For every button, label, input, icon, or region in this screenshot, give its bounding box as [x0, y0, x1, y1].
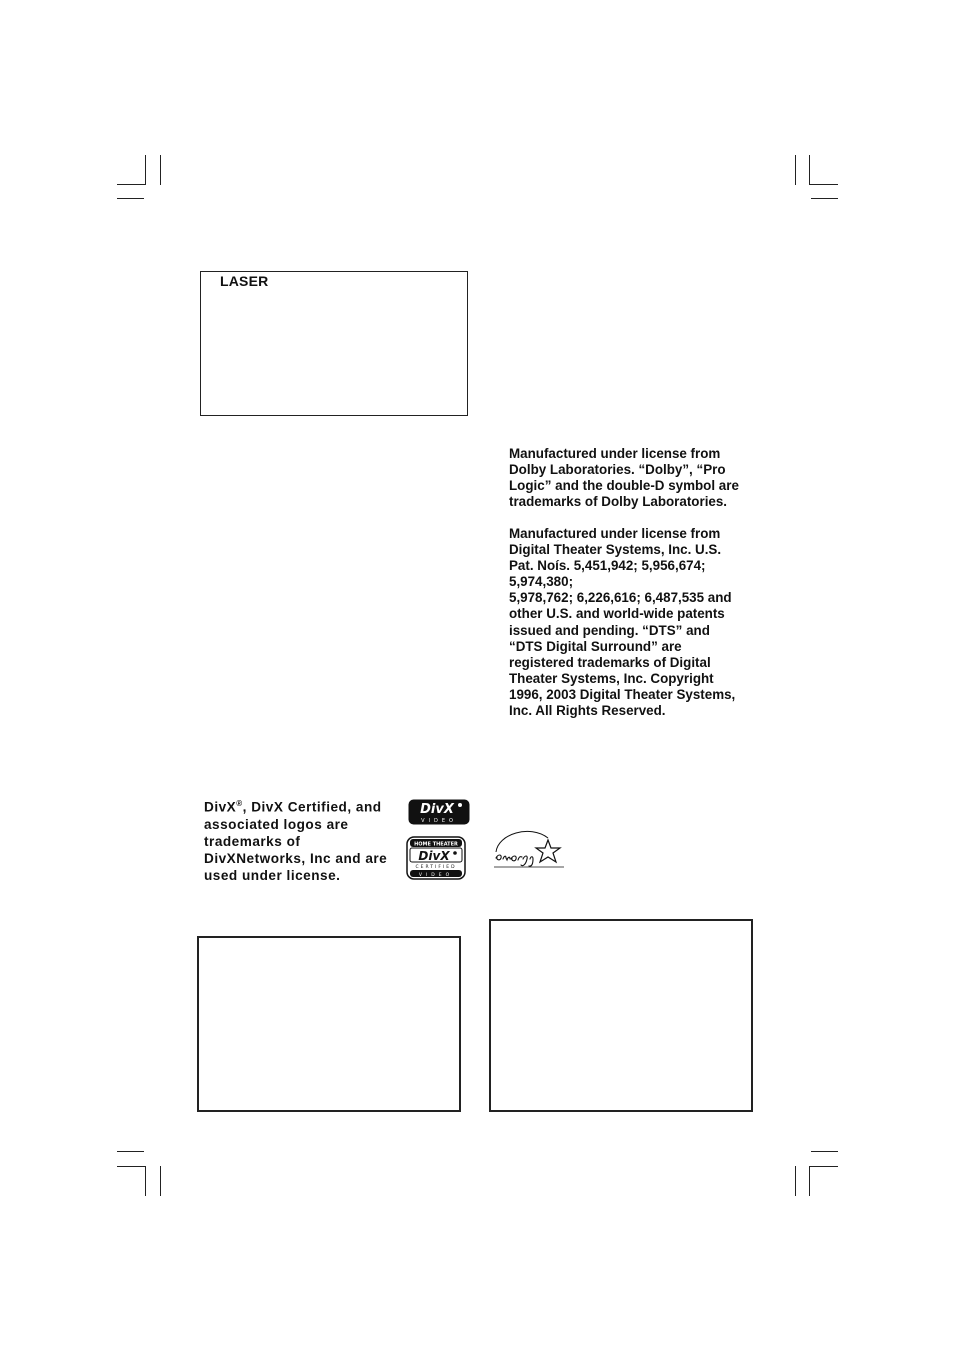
dts-line: “DTS Digital Surround” are [509, 638, 682, 654]
crop-mark [811, 1151, 838, 1152]
crop-mark [809, 155, 810, 185]
dolby-line: Dolby Laboratories. “Dolby”, “Pro [509, 462, 726, 478]
dts-line: Theater Systems, Inc. Copyright [509, 670, 714, 686]
dts-line: registered trademarks of Digital [509, 654, 711, 670]
dts-line: 5,974,380; [509, 574, 574, 590]
dolby-line: trademarks of Dolby Laboratories. [509, 494, 728, 510]
divx-video-logo-word: DivX [420, 802, 454, 817]
crop-mark [160, 155, 161, 185]
dolby-line: Manufactured under license from [509, 446, 721, 461]
divx-line: trademarks of [204, 833, 301, 849]
crop-mark [160, 1166, 161, 1196]
divx-line: DivXNetworks, Inc and are [204, 850, 388, 866]
divx-certified-logo-mid: CERTIFIED [415, 865, 457, 870]
dts-line: issued and pending. “DTS” and [509, 622, 710, 638]
crop-mark [795, 1166, 796, 1196]
divx-certified-logo-icon [406, 836, 466, 880]
crop-mark [795, 155, 796, 185]
dts-line: Manufactured under license from [509, 526, 721, 541]
dts-notice [509, 526, 759, 719]
dts-line: 1996, 2003 Digital Theater Systems, [509, 686, 736, 702]
dts-line: Inc. All Rights Reserved. [509, 703, 666, 719]
divx-video-logo-icon [408, 799, 470, 825]
dts-line: other U.S. and world-wide patents [509, 606, 725, 622]
dolby-line: Logic” and the double-D symbol are [509, 478, 739, 494]
crop-mark [145, 1166, 146, 1196]
crop-mark [117, 184, 146, 185]
crop-mark [809, 1166, 838, 1167]
dts-line: Digital Theater Systems, Inc. U.S. [509, 542, 722, 558]
energy-star-logo-icon [490, 826, 568, 870]
crop-mark [811, 198, 838, 199]
dolby-notice [509, 446, 759, 510]
divx-certified-logo-top: HOME THEATER [414, 841, 458, 848]
divx-video-logo-sub: VIDEO [421, 818, 457, 824]
notice-box-left [197, 936, 461, 1112]
divx-line: used under license. [204, 867, 341, 883]
divx-line [204, 795, 404, 816]
crop-mark [809, 184, 838, 185]
divx-certified-logo-sub: VIDEO [418, 873, 454, 878]
registered-mark: ® [236, 799, 243, 808]
dts-line: Pat. Noís. 5,451,942; 5,956,674; [509, 558, 706, 574]
notice-box-right [489, 919, 753, 1112]
crop-mark [145, 155, 146, 185]
laser-box [200, 271, 468, 416]
crop-mark [117, 198, 144, 199]
divx-line: associated logos are [204, 816, 349, 832]
crop-mark [117, 1166, 146, 1167]
divx-notice [204, 795, 404, 884]
divx-line-rest: , DivX Certified, and [242, 799, 382, 815]
laser-title: LASER [220, 273, 269, 289]
divx-certified-logo-word: DivX [418, 849, 450, 863]
crop-mark [809, 1166, 810, 1196]
dts-line: 5,978,762; 6,226,616; 6,487,535 and [509, 590, 732, 606]
divx-brand: DivX [204, 799, 237, 815]
crop-mark [117, 1151, 144, 1152]
